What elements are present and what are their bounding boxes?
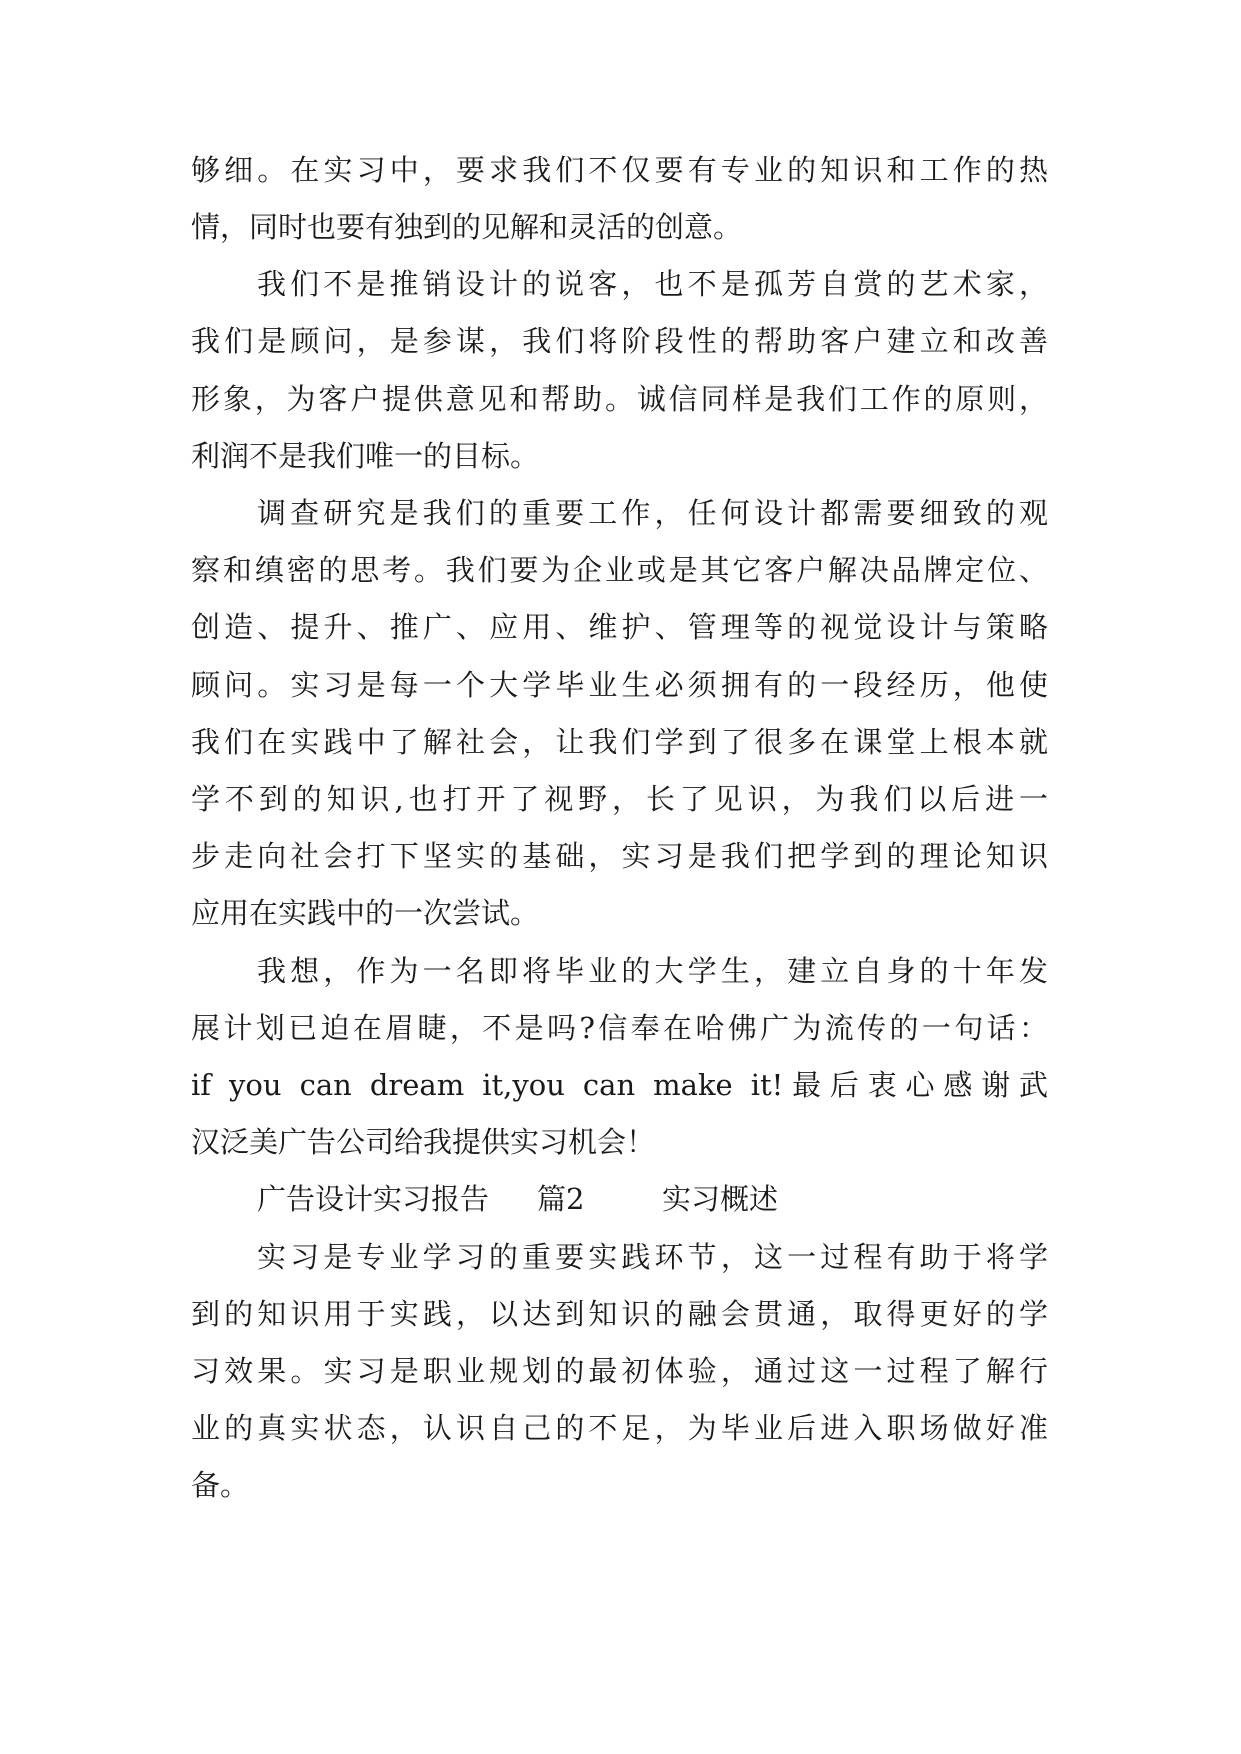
paragraph-line: 学不到的知识,也打开了视野，长了见识，为我们以后进一 <box>191 782 1048 816</box>
paragraph-line: 情，同时也要有独到的见解和灵活的创意。 <box>191 210 743 244</box>
paragraph-line: 创造、提升、推广、应用、维护、管理等的视觉设计与策略 <box>191 610 1048 644</box>
paragraph-line: 顾问。实习是每一个大学毕业生必须拥有的一段经历，他使 <box>191 668 1048 702</box>
paragraph-line: 调查研究是我们的重要工作，任何设计都需要细致的观 <box>257 496 1048 530</box>
paragraph-line: 我想，作为一名即将毕业的大学生，建立自身的十年发 <box>257 954 1048 988</box>
paragraph-line: 备。 <box>191 1468 250 1502</box>
paragraph-line: 我们在实践中了解社会，让我们学到了很多在课堂上根本就 <box>191 725 1048 759</box>
paragraph-line: 习效果。实习是职业规划的最初体验，通过这一过程了解行 <box>191 1354 1048 1388</box>
paragraph-line: 到的知识用于实践，以达到知识的融会贯通，取得更好的学 <box>191 1297 1048 1331</box>
paragraph-line: 应用在实践中的一次尝试。 <box>191 896 540 930</box>
section-heading <box>257 1179 817 1219</box>
paragraph-line: 业的真实状态，认识自己的不足，为毕业后进入职场做好准 <box>191 1411 1048 1445</box>
paragraph-line: 汉泛美广告公司给我提供实习机会！ <box>191 1125 656 1159</box>
paragraph-line: 我们是顾问，是参谋，我们将阶段性的帮助客户建立和改善 <box>191 324 1048 358</box>
paragraph-line: if you can dream it,you can make it!最后衷心感谢武 <box>191 1068 1048 1102</box>
paragraph-line: 形象，为客户提供意见和帮助。诚信同样是我们工作的原则， <box>191 382 1048 416</box>
paragraph-line: 我们不是推销设计的说客，也不是孤芳自赏的艺术家， <box>257 267 1048 301</box>
paragraph-line: 利润不是我们唯一的目标。 <box>191 439 540 473</box>
heading-title: 广告设计实习报告 <box>257 1182 490 1216</box>
paragraph-line: 步走向社会打下坚实的基础，实习是我们把学到的理论知识 <box>191 839 1048 873</box>
paragraph-line: 察和缜密的思考。我们要为企业或是其它客户解决品牌定位、 <box>191 553 1048 587</box>
heading-section-title: 实习概述 <box>662 1182 779 1216</box>
paragraph-line: 展计划已迫在眉睫，不是吗?信奉在哈佛广为流传的一句话： <box>191 1011 1048 1045</box>
heading-part-number: 篇2 <box>537 1182 585 1216</box>
paragraph-line: 实习是专业学习的重要实践环节，这一过程有助于将学 <box>257 1240 1048 1274</box>
paragraph-line: 够细。在实习中，要求我们不仅要有专业的知识和工作的热 <box>191 153 1048 187</box>
